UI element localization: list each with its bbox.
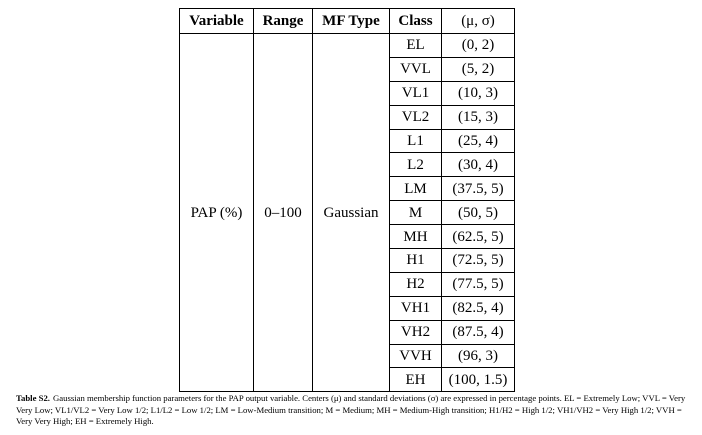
cell-class: VVH: [390, 344, 442, 368]
cell-params: (0, 2): [442, 34, 515, 58]
caption-text: Gaussian membership function parameters for the PAP output variable. Centers (μ) and standard deviations (σ) are expressed in percentage points. EL = Extremely Low; VVL = Very Very Low; VL1/VL2 = Very Low 1/2; L1/L2 = Low 1/2; LM = Low-Medium transition; M = Medium; MH = Medium-High transition; H1/H2 = High 1/2; VH1/VH2 = Very High 1/2; VVH = Very Very High; EH = Extremely High.: [16, 393, 686, 426]
cell-class: EL: [390, 34, 442, 58]
cell-params: (100, 1.5): [442, 368, 515, 392]
cell-class: M: [390, 201, 442, 225]
cell-params: (62.5, 5): [442, 225, 515, 249]
cell-params: (87.5, 4): [442, 320, 515, 344]
header-class: Class: [390, 9, 442, 34]
cell-class: LM: [390, 177, 442, 201]
membership-parameters-table: [179, 8, 515, 392]
cell-params: (10, 3): [442, 81, 515, 105]
header-range: Range: [254, 9, 313, 34]
cell-class: VH2: [390, 320, 442, 344]
cell-class: H1: [390, 249, 442, 273]
cell-class: MH: [390, 225, 442, 249]
cell-variable: PAP (%): [180, 34, 254, 392]
cell-class: EH: [390, 368, 442, 392]
parameters-table-container: [179, 8, 515, 392]
header-variable: Variable: [180, 9, 254, 34]
table-body: [180, 34, 515, 392]
cell-class: VL1: [390, 81, 442, 105]
table-caption: [16, 393, 690, 428]
cell-class: L2: [390, 153, 442, 177]
cell-params: (96, 3): [442, 344, 515, 368]
cell-class: VH1: [390, 296, 442, 320]
cell-class: VVL: [390, 57, 442, 81]
cell-params: (30, 4): [442, 153, 515, 177]
cell-params: (82.5, 4): [442, 296, 515, 320]
caption-label: Table S2.: [16, 393, 50, 403]
cell-params: (77.5, 5): [442, 272, 515, 296]
cell-params: (37.5, 5): [442, 177, 515, 201]
cell-params: (72.5, 5): [442, 249, 515, 273]
cell-class: VL2: [390, 105, 442, 129]
cell-class: L1: [390, 129, 442, 153]
cell-range: 0–100: [254, 34, 313, 392]
header-mu-sigma: (μ, σ): [442, 9, 515, 34]
cell-params: (50, 5): [442, 201, 515, 225]
header-row: [180, 9, 515, 34]
cell-params: (5, 2): [442, 57, 515, 81]
table-header: [180, 9, 515, 34]
table-row: [180, 34, 515, 58]
cell-params: (25, 4): [442, 129, 515, 153]
header-mf-type: MF Type: [313, 9, 390, 34]
cell-mf-type: Gaussian: [313, 34, 390, 392]
cell-params: (15, 3): [442, 105, 515, 129]
cell-class: H2: [390, 272, 442, 296]
